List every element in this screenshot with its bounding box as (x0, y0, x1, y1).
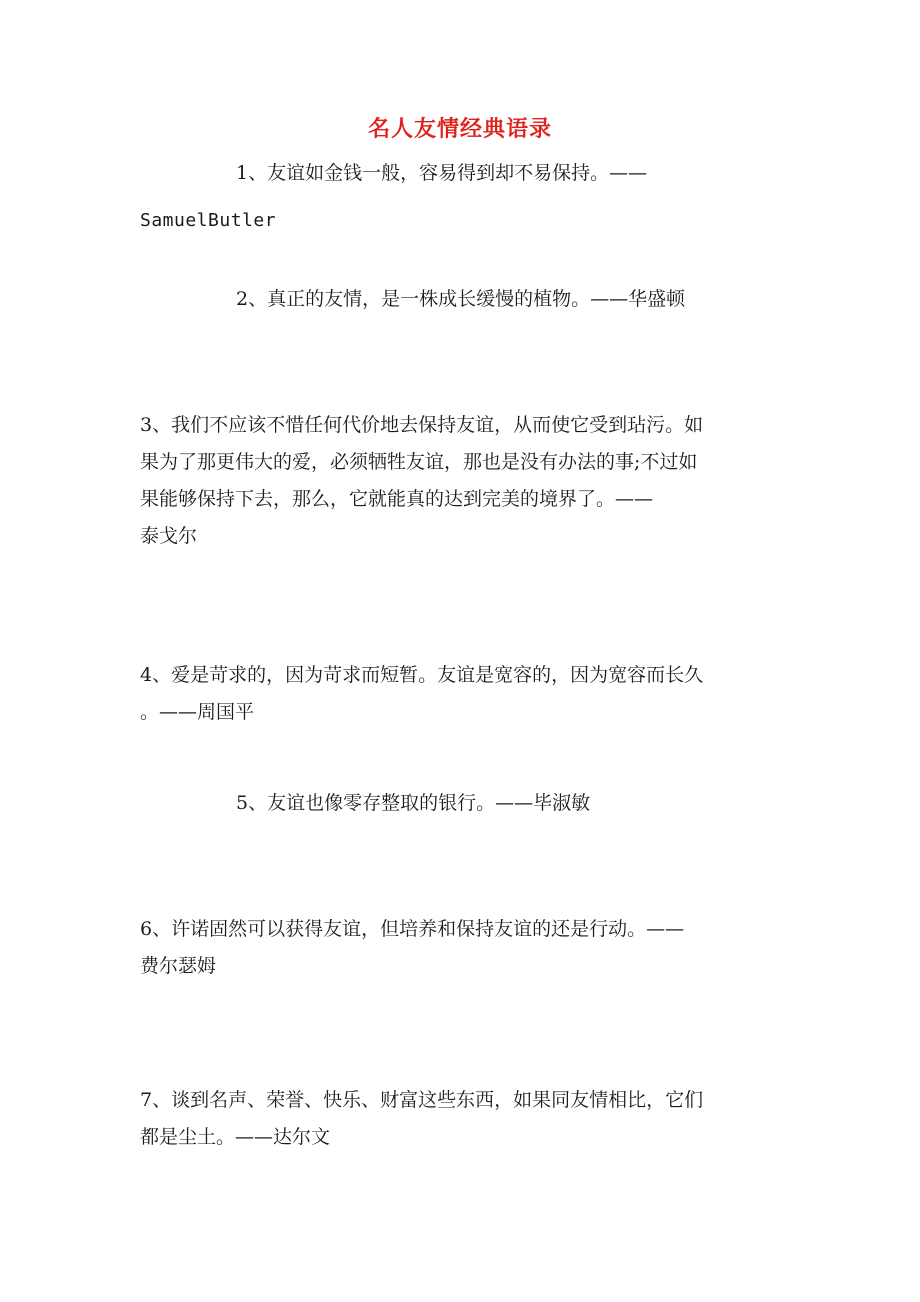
quote-1 (140, 158, 780, 236)
quote-6-line-1: 6、许诺固然可以获得友谊，但培养和保持友谊的还是行动。—— (140, 918, 685, 940)
quote-6-author: 费尔瑟姆 (140, 955, 217, 977)
quote-1-author: SamuelButler (140, 210, 277, 231)
quote-3-author: 泰戈尔 (140, 525, 198, 547)
quote-5 (140, 788, 780, 819)
quote-7-line-2: 都是尘土。——达尔文 (140, 1126, 331, 1148)
quote-7 (140, 1085, 780, 1153)
quote-6 (140, 914, 780, 982)
quote-3 (140, 410, 780, 558)
quote-4-line-2: 。——周国平 (140, 701, 255, 723)
quote-3-line-3: 果能够保持下去，那么，它就能真的达到完美的境界了。—— (140, 488, 654, 510)
quote-2 (140, 284, 780, 315)
quote-1-line-1: 1、友谊如金钱一般，容易得到却不易保持。—— (236, 162, 648, 184)
quote-4-line-1: 4、爱是苛求的，因为苛求而短暂。友谊是宽容的，因为宽容而长久 (140, 664, 704, 686)
quote-3-line-2: 果为了那更伟大的爱，必须牺牲友谊，那也是没有办法的事;不过如 (140, 451, 698, 473)
quote-3-line-1: 3、我们不应该不惜任何代价地去保持友谊，从而使它受到玷污。如 (140, 414, 704, 436)
document-title: 名人友情经典语录 (367, 116, 552, 142)
quote-7-line-1: 7、谈到名声、荣誉、快乐、财富这些东西，如果同友情相比，它们 (140, 1089, 704, 1111)
quote-2-line-1: 2、真正的友情，是一株成长缓慢的植物。——华盛顿 (236, 288, 686, 310)
quote-5-line-1: 5、友谊也像零存整取的银行。——毕淑敏 (236, 792, 591, 814)
quote-4 (140, 660, 780, 728)
